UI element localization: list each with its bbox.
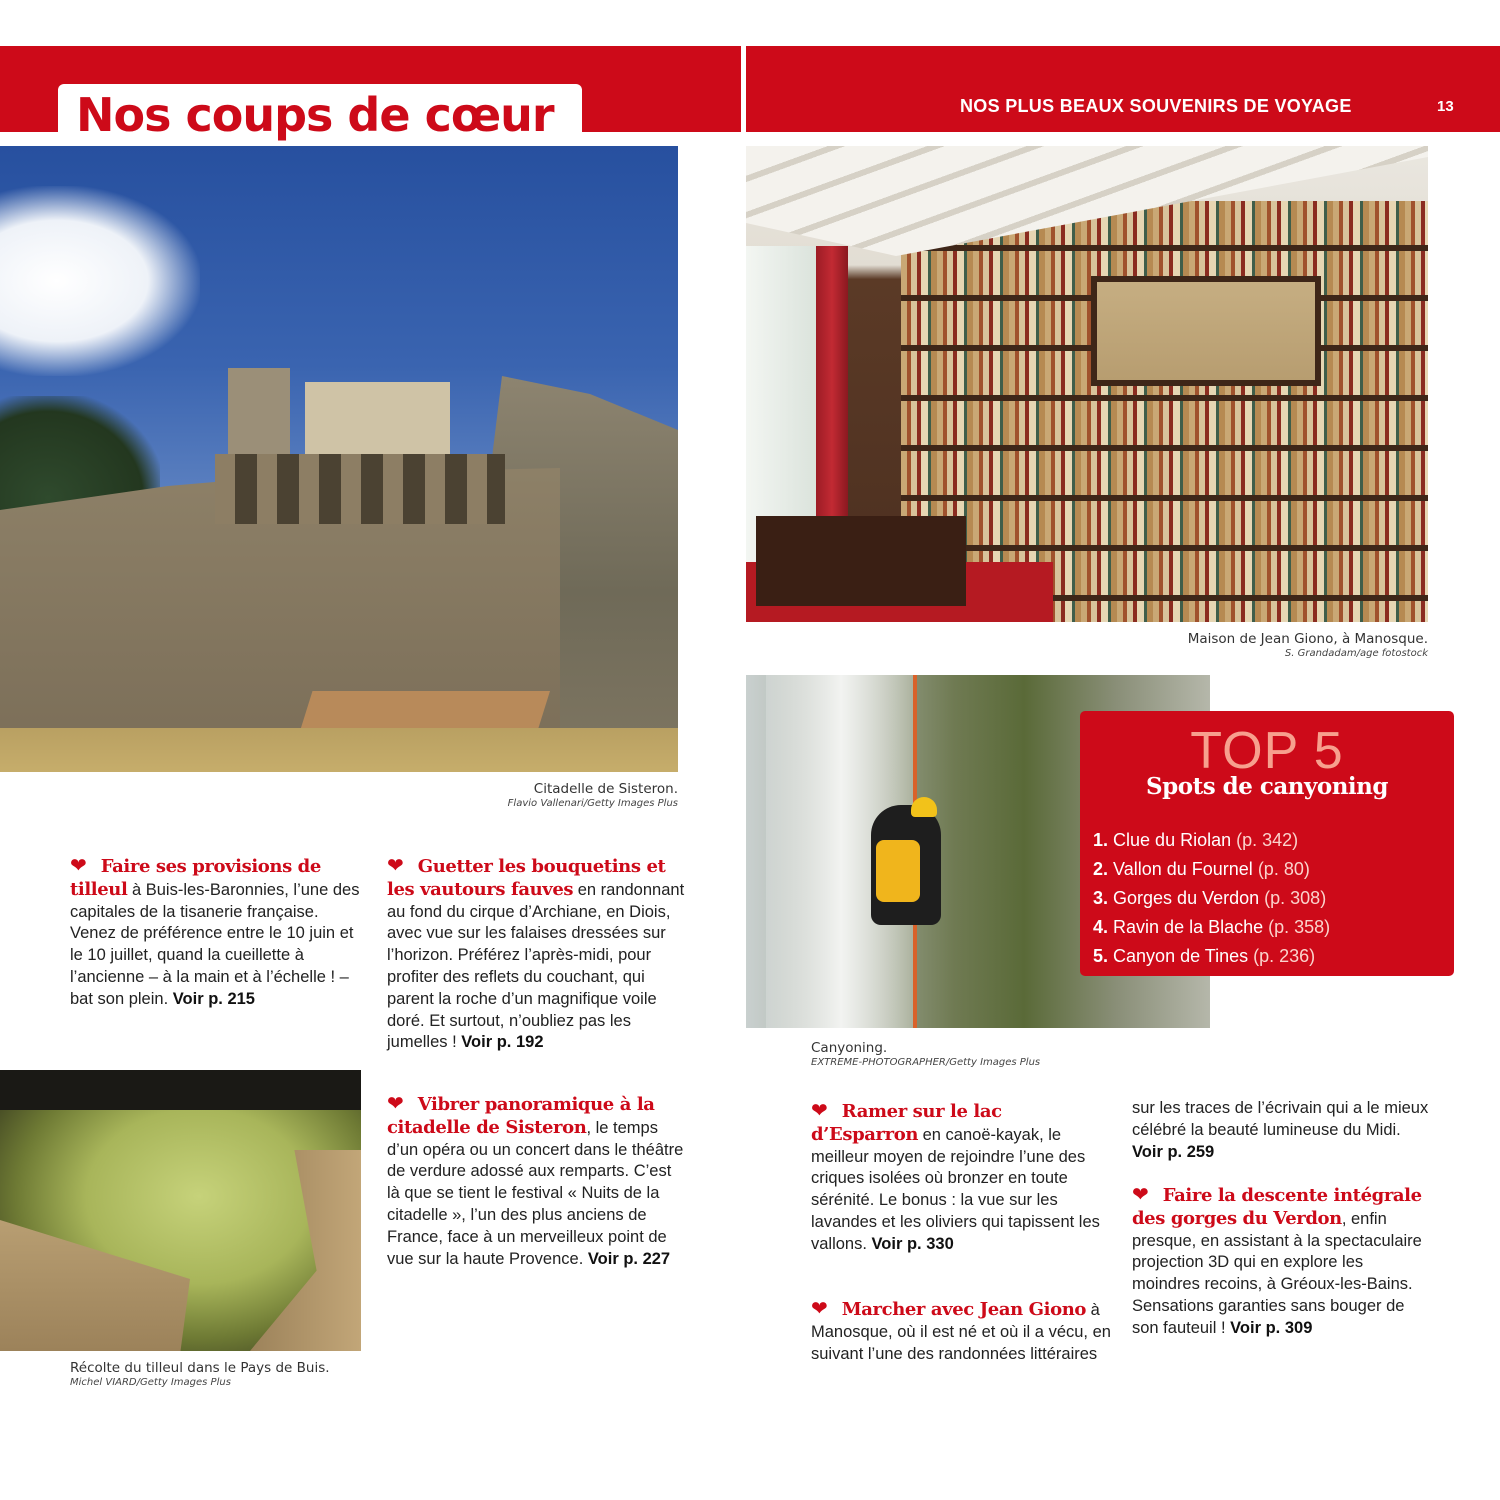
page-reference: Voir p. 192 — [461, 1033, 544, 1052]
top5-box — [1080, 711, 1454, 976]
heart-icon: ❤ — [70, 853, 87, 877]
grass-shape — [0, 728, 678, 772]
page-number: 13 — [1437, 98, 1454, 115]
page-reference: Voir p. 227 — [587, 1249, 671, 1268]
photo-credit: S. Grandadam/age fotostock — [1284, 648, 1428, 659]
article-body: en canoë-kayak, le meilleur moyen de rejoindre l’une des criques isolées où bronzer en toute sérénité. Le bonus : la vue sur les lavandes et les oliviers qui tapissent les vallons. — [811, 1125, 1100, 1253]
item-name: Ravin de la Blache — [1113, 917, 1264, 937]
curtain-shape — [816, 246, 848, 526]
article-body: en randonnant au fond du cirque d’Archiane, en Diois, avec vue sur les falaises dressées sur l’horizon. Préférez l’après-midi, pour profiter des reflets du couchant, qui parent la roche d’un magnifique voile doré. Et surtout, n’oubliez pas les jumelles ! — [387, 880, 685, 1052]
page-reference: Voir p. 215 — [172, 989, 255, 1008]
article-lead: Faire ses provisions de tilleul — [70, 856, 321, 900]
photo-credit: Michel VIARD/Getty Images Plus — [70, 1377, 231, 1388]
photo-maison-giono — [746, 146, 1428, 622]
item-page-ref: (p. 308) — [1264, 888, 1327, 908]
bookshelves-shape — [901, 201, 1428, 622]
church-shape — [305, 382, 450, 464]
article-giono-continued — [1132, 1098, 1432, 1163]
article-giono — [811, 1298, 1111, 1365]
caption-text: Canyoning. — [811, 1040, 888, 1056]
item-name: Vallon du Fournel — [1113, 859, 1253, 879]
top5-subtitle: Spots de canyoning — [1146, 773, 1388, 800]
sack-shape — [250, 1150, 361, 1351]
item-page-ref: (p. 236) — [1253, 946, 1316, 966]
item-number: 1. — [1093, 830, 1109, 850]
article-lead: Guetter les bouquetins et les vautours fauves — [387, 856, 666, 900]
photo-caption — [430, 781, 678, 811]
cloud-shape — [0, 186, 200, 376]
caption-text: Récolte du tilleul dans le Pays de Buis. — [70, 1360, 330, 1376]
top5-item — [1093, 942, 1330, 971]
top5-item — [1093, 884, 1330, 913]
photo-caption — [70, 1360, 370, 1390]
top5-item — [1093, 826, 1330, 855]
item-number: 4. — [1093, 917, 1109, 937]
page-reference: Voir p. 259 — [1132, 1142, 1215, 1161]
heart-icon: ❤ — [1132, 1182, 1149, 1206]
arches-shape — [215, 454, 505, 524]
article-lead: Ramer sur le lac d’Esparron — [811, 1101, 1002, 1145]
caption-text: Citadelle de Sisteron. — [533, 781, 678, 797]
item-page-ref: (p. 342) — [1236, 830, 1299, 850]
article-lead: Marcher avec Jean Giono — [841, 1299, 1086, 1320]
page-reference: Voir p. 330 — [871, 1234, 954, 1253]
photo-caption — [1080, 631, 1428, 661]
item-name: Gorges du Verdon — [1113, 888, 1260, 908]
heart-icon: ❤ — [811, 1098, 828, 1122]
item-name: Canyon de Tines — [1113, 946, 1249, 966]
article-body: , enfin presque, en assistant à la spectaculaire projection 3D qui en explore les moindres recoins, à Gréoux-les-Bains. Sensations garanties sans bouger de son fauteuil ! — [1132, 1209, 1422, 1337]
tower-shape — [228, 368, 290, 466]
running-head: NOS PLUS BEAUX SOUVENIRS DE VOYAGE — [960, 96, 1352, 116]
photo-credit: EXTREME-PHOTOGRAPHER/Getty Images Plus — [811, 1057, 1041, 1068]
photo-recolte-tilleul — [0, 1070, 361, 1351]
yellow-bag-shape — [876, 840, 920, 902]
article-body: , le temps d’un opéra ou un concert dans le théâtre de verdure adossé aux remparts. C’est là que se tient le festival « Nuits de la citadelle », l’un des plus anciens de France, face à un merveilleux point de vue sur la haute Provence. — [387, 1118, 684, 1268]
header-band-right — [746, 46, 1500, 132]
item-number: 5. — [1093, 946, 1109, 966]
photo-citadelle-sisteron — [0, 146, 678, 772]
helmet-shape — [911, 797, 937, 817]
article-verdon — [1132, 1184, 1432, 1340]
page-reference: Voir p. 309 — [1230, 1318, 1313, 1337]
article-bouquetins — [387, 855, 687, 1054]
photo-credit: Flavio Vallenari/Getty Images Plus — [507, 798, 678, 809]
heart-icon: ❤ — [811, 1296, 828, 1320]
page-title: Nos coups de cœur — [76, 88, 554, 142]
top5-item — [1093, 913, 1330, 942]
article-lead: Faire la descente intégrale des gorges du Verdon — [1132, 1185, 1422, 1229]
painting-shape — [1091, 276, 1321, 386]
article-body: à Manosque, où il est né et où il a vécu, en suivant l’une des randonnées littéraires — [811, 1301, 1111, 1363]
top5-item — [1093, 855, 1330, 884]
item-name: Clue du Riolan — [1113, 830, 1232, 850]
heart-icon: ❤ — [387, 853, 404, 877]
top5-title: TOP 5 — [1190, 722, 1344, 780]
item-number: 2. — [1093, 859, 1109, 879]
roof-shape — [300, 691, 550, 731]
item-number: 3. — [1093, 888, 1109, 908]
caption-text: Maison de Jean Giono, à Manosque. — [1187, 631, 1428, 647]
heart-icon: ❤ — [387, 1091, 404, 1115]
shadow-shape — [0, 1070, 361, 1110]
article-sisteron — [387, 1093, 687, 1270]
item-page-ref: (p. 358) — [1268, 917, 1331, 937]
sack-shape — [0, 1220, 190, 1351]
article-lead: Vibrer panoramique à la citadelle de Sisteron — [387, 1094, 655, 1138]
article-esparron — [811, 1100, 1101, 1256]
item-page-ref: (p. 80) — [1257, 859, 1310, 879]
article-body: à Buis-les-Baronnies, l’une des capitales de la tisanerie française. Venez de préférence entre le 10 juin et le 10 juillet, quand la cueillette à l’ancienne – à la main et à l’échelle ! – bat son plein. — [70, 880, 360, 1008]
article-body: sur les traces de l’écrivain qui a le mieux célébré la beauté lumineuse du Midi. — [1132, 1099, 1429, 1139]
desk-shape — [756, 516, 966, 606]
article-tilleul — [70, 855, 360, 1011]
photo-caption — [811, 1040, 1111, 1070]
top5-list — [1093, 826, 1330, 971]
